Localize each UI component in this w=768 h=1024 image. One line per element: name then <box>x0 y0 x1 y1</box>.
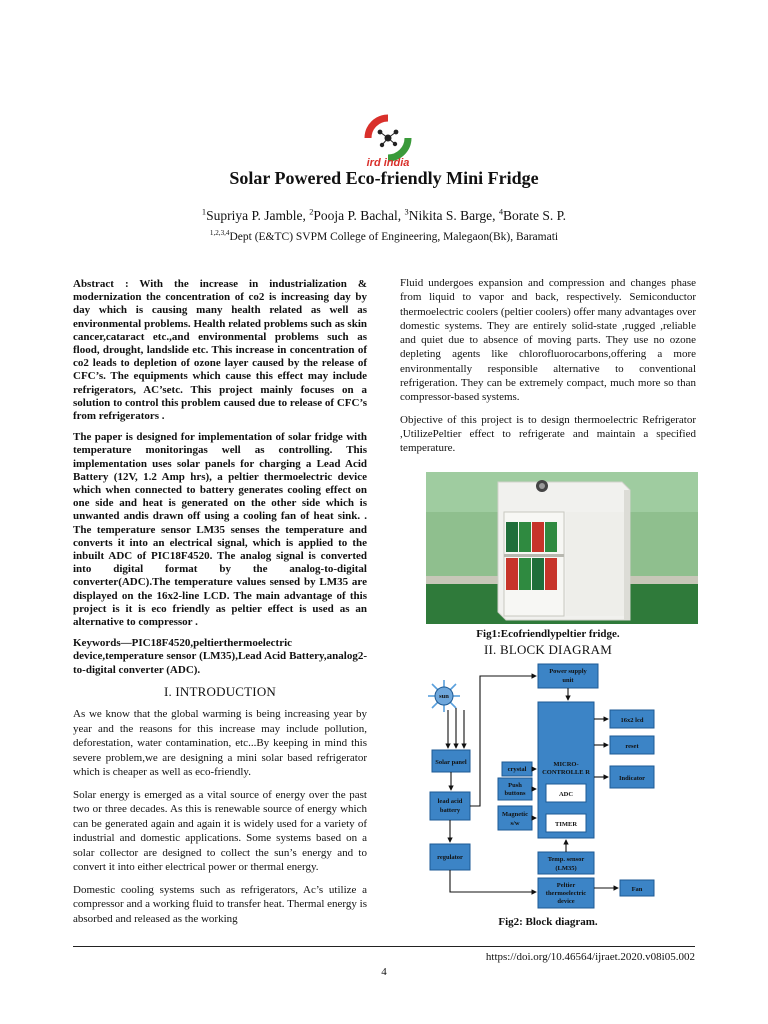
affiliation-text: Dept (E&TC) SVPM College of Engineering, Malegaon(Bk), Baramati <box>229 231 559 243</box>
author-1-sup: 1 <box>201 207 207 217</box>
page-number: 4 <box>381 966 387 978</box>
ird-india-logo <box>356 108 420 168</box>
temp-label-1: Temp. sensor <box>547 856 585 863</box>
fig1-caption: Fig1:Ecofriendlypeltier fridge. <box>476 628 620 640</box>
sun-label: sun <box>439 693 449 700</box>
author-3: Nikita S. Barge, <box>408 208 499 223</box>
indicator-label: Indicator <box>619 775 645 782</box>
block-diagram-heading: II. BLOCK DIAGRAM <box>484 642 612 657</box>
intro-paragraph-3: Domestic cooling systems such as refrigerators, Ac’s utilize a compressor and a working fluid to transfer heat. Thermal energy is absorbed and released as the working <box>73 883 367 925</box>
logo-text: ird india <box>366 157 410 168</box>
fig2-caption: Fig2: Block diagram. <box>498 916 598 928</box>
abstract-paragraph-2: The paper is designed for implementation of solar fridge with temperature monitoringas well as controlling. This implementation uses solar panels for charging a Lead Acid Battery (12V, 1.2 Amp hrs), a peltier thermoelectric device which when connected to battery generates cooling effect on one side and heat is generated on the other side which is unwanted andis drawn off using a cooling fan of heat sink. . The temperature sensor LM35 senses the temperature and converts it into an electrical signal, which is applied to the inbuilt ADC of PIC18F4520. The analog signal is converted into digital format by the analog-to-digital converter(ADC).The temperature values sensed by LM35 are displayed on the 16x2-line LCD. The main advantage of this project is it is eco friendly as peltier effect is used as an alternative to compressor . <box>73 431 367 629</box>
footer-rule <box>73 946 695 947</box>
affiliation <box>0 231 768 243</box>
power-supply-label-2: unit <box>562 677 574 684</box>
right-paragraph-1: Fluid undergoes expansion and compression and changes phase from liquid to vapor and back, respectively. Semiconductor thermoelectric coolers (peltier coolers) offer many advantages over domestic systems. They are entirely solid-state ,rugged ,reliable and quiet due to absence of moving parts. They use no ozone depleting agents like chlorofluorocarbons,offering a more environmentally responsible alternative to conventional refrigeration. They can be extremely compact, much more so than compressor-based systems. <box>400 277 696 404</box>
fan-label: Fan <box>631 886 643 893</box>
keywords: Keywords—PIC18F4520,peltierthermoelectric device,temperature sensor (LM35),Lead Acid Battery,analog2-to-digital converter (ADC). <box>73 637 367 676</box>
right-column <box>400 276 696 464</box>
battery-label-1: lead acid <box>437 798 463 805</box>
block-diagram <box>420 660 682 912</box>
magnetic-label-2: s/w <box>510 820 520 827</box>
power-supply-label: Power supply <box>549 668 587 675</box>
peltier-label-3: device <box>557 898 575 905</box>
temp-label-2: (LM35) <box>555 865 577 872</box>
author-1: Supriya P. Jamble, <box>206 208 310 223</box>
crystal-label: crystal <box>507 766 527 773</box>
push-label-2: buttons <box>504 790 526 797</box>
adc-label: ADC <box>558 791 574 798</box>
battery-label-2: battery <box>439 807 461 814</box>
battery-box <box>430 792 470 820</box>
intro-paragraph-2: Solar energy is emerged as a vital source of energy over the past two or three decades. As this is renewable source of energy which can be generated again and again it is widely used for a variety of industrial and domestic applications. Some systems based on a solar collector are designed to collect the sun’s energy and to convert it into either electrical power or thermal energy. <box>73 788 367 874</box>
right-paragraph-2: Objective of this project is to design thermoelectric Refrigerator ,UtilizePeltier effect to refrigerate and maintain a specified temperature. <box>400 413 696 455</box>
left-column <box>73 278 367 934</box>
fridge-photo <box>426 472 698 624</box>
reset-label: reset <box>625 743 639 750</box>
author-2-sup: 2 <box>309 207 314 217</box>
regulator-label: regulator <box>437 854 463 861</box>
lcd-label: 16x2 lcd <box>620 717 644 724</box>
intro-body <box>73 707 367 926</box>
solar-panel-label: Solar panel <box>435 759 467 766</box>
peltier-label-2: thermoelectric <box>545 890 587 897</box>
timer-label: TIMER <box>554 821 578 828</box>
push-label-1: Push <box>508 782 522 789</box>
intro-paragraph-1: As we know that the global warming is being increasing year by year and the reasons for this increase may include pollution, deforestation, water contamination, etc...By keeping in mind this severe problem,we are designing a mini solar based refrigerator which is cheaper as well as eco-friendly. <box>73 708 367 779</box>
author-3-sup: 3 <box>404 207 409 217</box>
peltier-label-1: Peltier <box>556 882 576 889</box>
doi-link[interactable]: https://doi.org/10.46564/ijraet.2020.v08i05.002 <box>485 951 695 963</box>
author-4: Borate S. P. <box>503 208 567 223</box>
abstract-paragraph-1: Abstract : With the increase in industrialization & modernization the concentration of co2 is increasing day by day which is causing many health related as well as environmental problems. Health related problems such as skin cancer,cataract etc.,and environmental problems such as flood, drought, landslide etc. This increase in concentration of co2 leads to depletion of ozone layer caused by the release of CFC’s. The equipments which cause this effect may include refrigerators, AC’setc. This project mainly focuses on a solution to control this problem caused due to release of CFC’s from refrigerators . <box>73 278 367 423</box>
authors-line <box>0 208 768 224</box>
author-2: Pooja P. Bachal, <box>313 208 405 223</box>
affiliation-sup: 1,2,3,4 <box>209 229 230 238</box>
intro-heading: I. INTRODUCTION <box>163 683 277 699</box>
paper-title: Solar Powered Eco-friendly Mini Fridge <box>229 168 539 188</box>
micro-label-2: CONTROLLE R <box>542 769 590 776</box>
micro-label-1: MICRO- <box>553 761 579 768</box>
author-4-sup: 4 <box>498 207 504 217</box>
magnetic-label-1: Magnetic <box>502 811 528 818</box>
sun-icon <box>428 680 460 712</box>
